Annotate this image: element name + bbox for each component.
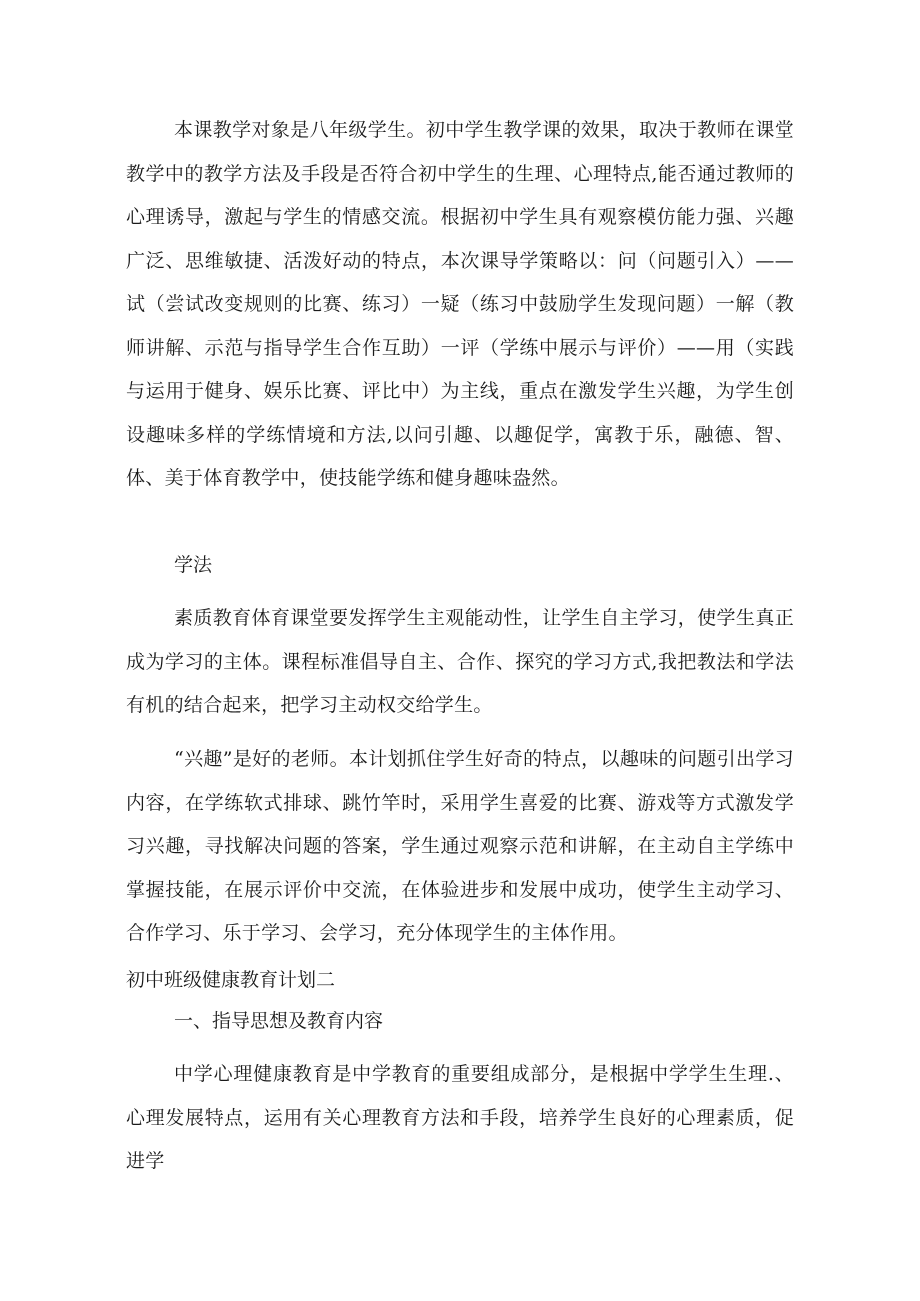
heading-guiding-ideology: 一、指导思想及教育内容 xyxy=(174,1010,384,1032)
heading-study-method: 学法 xyxy=(174,554,213,576)
paragraph-mental-health: 中学心理健康教育是中学教育的重要组成部分，是根据中学学生生理.、心理发展特点，运用有关心理教育方法和手段，培养学生良好的心理素质，促进学 xyxy=(126,1063,794,1172)
paragraph-interest: “兴趣”是好的老师。本计划抓住学生好奇的特点，以趣味的问题引出学习内容，在学练软式排球、跳竹竿时，采用学生喜爱的比赛、游戏等方式激发学习兴趣，寻找解决问题的答案，学生通过观察示范和讲解，在主动自主学练中掌握技能，在展示评价中交流，在体验进步和发展中成功，使学生主动学习、合作学习、乐于学习、会学习，充分体现学生的主体作用。 xyxy=(126,748,794,944)
section-title-plan-two: 初中班级健康教育计划二 xyxy=(126,969,336,991)
paragraph-quality-education: 素质教育体育课堂要发挥学生主观能动性，让学生自主学习，使学生真正成为学习的主体。课程标准倡导自主、合作、探究的学习方式,我把教法和学法有机的结合起来，把学习主动权交给学生。 xyxy=(126,607,794,716)
paragraph-teaching-target: 本课教学对象是八年级学生。初中学生教学课的效果，取决于教师在课堂教学中的教学方法及手段是否符合初中学生的生理、心理特点,能否通过教师的心理诱导，激起与学生的情感交流。根据初中学生具有观察模仿能力强、兴趣广泛、思维敏捷、活泼好动的特点，本次课导学策略以：问（问题引入）——试（尝试改变规则的比赛、练习）一疑（练习中鼓励学生发现问题）一解（教师讲解、示范与指导学生合作互助）一评（学练中展示与评价）——用（实践与运用于健身、娱乐比赛、评比中）为主线，重点在激发学生兴趣，为学生创设趣味多样的学练情境和方法,以问引趣、以趣促学，寓教于乐，融德、智、体、美于体育教学中，使技能学练和健身趣味盎然。 xyxy=(126,119,794,489)
